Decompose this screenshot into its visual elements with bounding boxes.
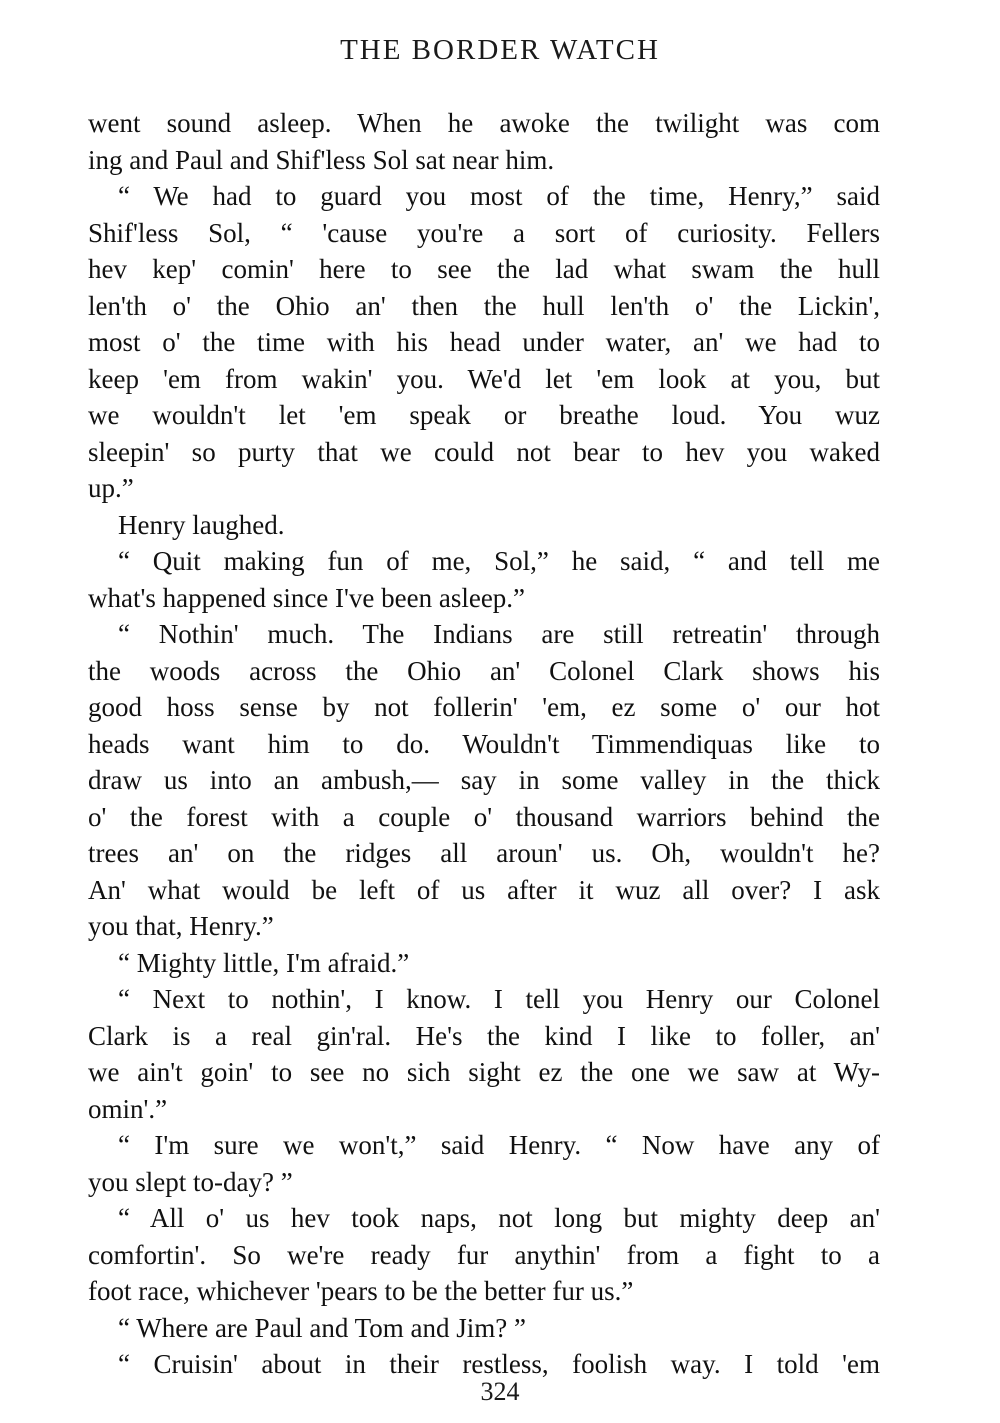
text-line: “ Next to nothin', I know. I tell you Henry our Colonel [118,984,880,1014]
text-line: ing and Paul and Shif'less Sol sat near him. [88,144,555,175]
text-line: omin'.” [88,1093,168,1124]
text-line: Henry laughed. [118,509,285,540]
text-line: “ Cruisin' about in their restless, foolish way. I told 'em [118,1349,880,1379]
text-line: An' what would be left of us after it wuz all over? I ask [88,874,880,905]
text-line: len'th o' the Ohio an' then the hull len'th o' the Lickin', [88,290,880,321]
text-line: “ Quit making fun of me, Sol,” he said, “ and tell me [118,546,880,576]
text-line: trees an' on the ridges all aroun' us. Oh, wouldn't he? [88,838,880,868]
text-line: keep 'em from wakin' you. We'd let 'em look at you, but [88,363,880,394]
text-line: o' the forest with a couple o' thousand warriors behind the [88,801,880,832]
text-line: “ Mighty little, I'm afraid.” [118,947,410,978]
text-line: you that, Henry.” [88,911,274,941]
running-head: THE BORDER WATCH [340,34,660,66]
text-line: you slept to-day? ” [88,1166,293,1197]
text-line: what's happened since I've been asleep.” [88,582,526,613]
page-number: 324 [480,1377,520,1406]
text-line: “ Nothin' much. The Indians are still retreatin' through [118,619,880,649]
text-line: Clark is a real gin'ral. He's the kind I like to foller, an' [88,1020,880,1051]
body-text [88,105,880,1383]
text-line: the woods across the Ohio an' Colonel Clark shows his [88,655,880,686]
text-line: “ I'm sure we won't,” said Henry. “ Now have any of [118,1130,880,1160]
text-line: most o' the time with his head under water, an' we had to [88,327,880,357]
text-line: we ain't goin' to see no sich sight ez the one we saw at Wy- [88,1057,880,1087]
text-line: “ All o' us hev took naps, not long but mighty deep an' [118,1203,880,1233]
text-line: up.” [88,473,134,503]
text-line: went sound asleep. When he awoke the twilight was com [88,108,880,138]
text-line: draw us into an ambush,— say in some valley in the thick [88,765,880,795]
text-line: “ Where are Paul and Tom and Jim? ” [118,1312,526,1343]
text-line: we wouldn't let 'em speak or breathe loud. You wuz [88,400,880,430]
text-line: sleepin' so purty that we could not bear to hev you waked [88,436,880,467]
text-line: comfortin'. So we're ready fur anythin' from a fight to a [88,1239,880,1270]
text-line: “ We had to guard you most of the time, Henry,” said [118,181,880,211]
text-line: good hoss sense by not follerin' 'em, ez some o' our hot [88,692,880,722]
text-line: hev kep' comin' here to see the lad what swam the hull [88,254,880,284]
text-line: foot race, whichever 'pears to be the better fur us.” [88,1276,634,1306]
text-line: Shif'less Sol, “ 'cause you're a sort of curiosity. Fellers [88,217,880,248]
text-line: heads want him to do. Wouldn't Timmendiquas like to [88,728,880,759]
